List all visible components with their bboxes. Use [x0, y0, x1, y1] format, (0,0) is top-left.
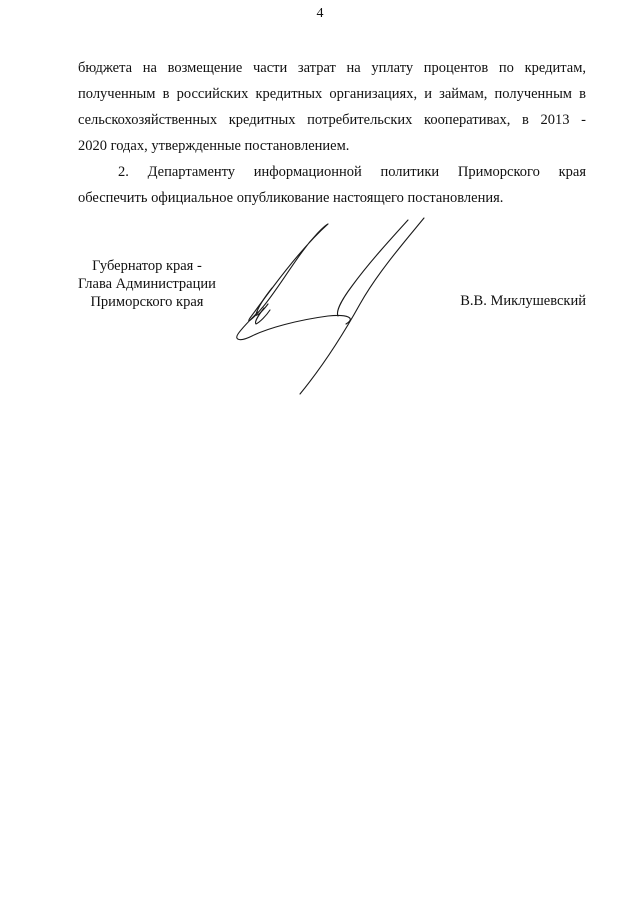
signatory-title [78, 257, 216, 311]
text-line: 2. Департаменту информационной политики Приморского края [118, 164, 586, 180]
signatory-title-line: Приморского края [90, 294, 204, 310]
document-body [78, 55, 586, 211]
paragraph-item-2 [78, 159, 586, 211]
signatory-title-line: Глава Администрации [78, 276, 216, 292]
signer-name: В.В. Миклушевский [460, 293, 586, 309]
text-line: сельскохозяйственных кредитных потребительских кооперативах, в 2013 - [78, 112, 586, 128]
page-number: 4 [316, 6, 324, 21]
text-line: бюджета на возмещение части затрат на уплату процентов по кредитам, [78, 60, 586, 76]
signatory-title-line: Губернатор края - [92, 258, 202, 274]
text-line: 2020 годах, утвержденные постановлением. [78, 138, 350, 154]
text-line: обеспечить официальное опубликование настоящего постановления. [78, 190, 504, 206]
text-line: полученным в российских кредитных организациях, и займам, полученным в [78, 86, 586, 102]
paragraph-continuation [78, 55, 586, 159]
handwritten-signature [228, 212, 448, 402]
